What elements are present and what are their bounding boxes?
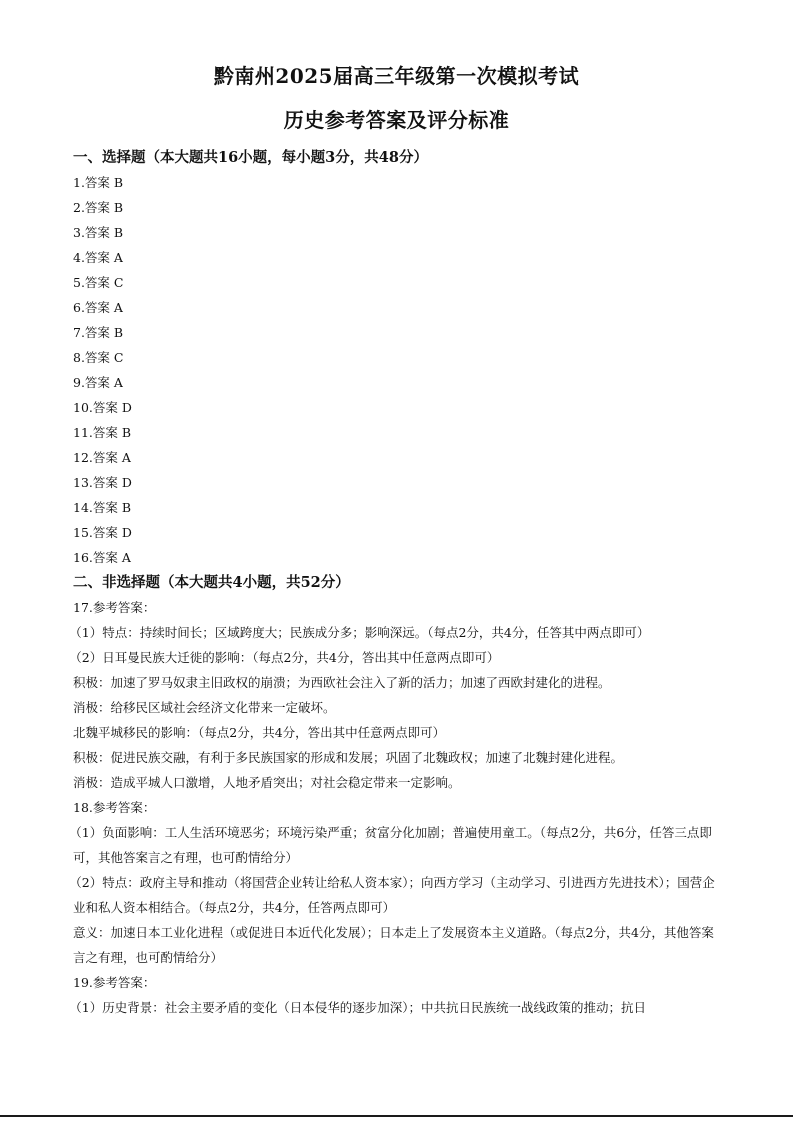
q18-part1: （1）负面影响：工人生活环境恶劣；环境污染严重；贫富分化加剧；普遍使用童工。（每点2分，共6分，任答三点即可，其他答案言之有理，也可酌情给分） xyxy=(69,825,712,865)
choice-answer-list xyxy=(73,170,723,570)
list-item: 14.答案 B xyxy=(73,500,132,515)
list-item: 12.答案 A xyxy=(73,450,131,465)
q17-pingcheng-heading: 北魏平城移民的影响：（每点2分，共4分，答出其中任意两点即可） xyxy=(73,725,446,740)
q18-part2: （2）特点：政府主导和推动（将国营企业转让给私人资本家）；向西方学习（主动学习、引进西方先进技术）；国营企业和私人资本相结合。（每点2分，共4分，任答两点即可） xyxy=(69,875,715,915)
document-body xyxy=(69,145,723,1020)
list-item: 8.答案 C xyxy=(73,350,124,365)
q19-part1: （1）历史背景：社会主要矛盾的变化（日本侵华的逐步加深）；中共抗日民族统一战线政策的推动；抗日 xyxy=(69,1000,646,1015)
list-item: 11.答案 B xyxy=(73,425,132,440)
list-item: 1.答案 B xyxy=(73,175,124,190)
page-bottom-divider xyxy=(0,1115,793,1117)
list-item: 7.答案 B xyxy=(73,325,124,340)
q17-positive-germanic: 积极：加速了罗马奴隶主旧政权的崩溃；为西欧社会注入了新的活力；加速了西欧封建化的进程。 xyxy=(73,675,611,690)
list-item: 5.答案 C xyxy=(73,275,124,290)
list-item: 9.答案 A xyxy=(73,375,123,390)
list-item: 3.答案 B xyxy=(73,225,124,240)
q17-negative-germanic: 消极：给移民区域社会经济文化带来一定破坏。 xyxy=(73,700,336,715)
list-item: 4.答案 A xyxy=(73,250,123,265)
exam-subtitle: 历史参考答案及评分标准 xyxy=(283,108,510,132)
list-item: 6.答案 A xyxy=(73,300,123,315)
q17-label: 17.参考答案： xyxy=(73,600,156,615)
q17-part1: （1）特点：持续时间长；区域跨度大；民族成分多；影响深远。（每点2分，共4分，任答其中两点即可） xyxy=(69,625,650,640)
list-item: 10.答案 D xyxy=(73,400,132,415)
q18-significance: 意义：加速日本工业化进程（或促进日本近代化发展）；日本走上了发展资本主义道路。（每点2分，共4分，其他答案言之有理，也可酌情给分） xyxy=(73,925,714,965)
q17-part2: （2）日耳曼民族大迁徙的影响：（每点2分，共4分，答出其中任意两点即可） xyxy=(69,650,500,665)
section2-heading: 二、非选择题（本大题共4小题，共52分） xyxy=(73,574,350,591)
list-item: 13.答案 D xyxy=(73,475,132,490)
section1-heading: 一、选择题（本大题共16小题，每小题3分，共48分） xyxy=(73,149,428,166)
essay-answer-block xyxy=(69,595,723,1020)
list-item: 16.答案 A xyxy=(73,550,131,565)
q17-negative-pingcheng: 消极：造成平城人口激增，人地矛盾突出；对社会稳定带来一定影响。 xyxy=(73,775,461,790)
list-item: 15.答案 D xyxy=(73,525,132,540)
q19-label: 19.参考答案： xyxy=(73,975,156,990)
q18-label: 18.参考答案： xyxy=(73,800,156,815)
exam-title: 黔南州2025届高三年级第一次模拟考试 xyxy=(213,64,580,88)
list-item: 2.答案 B xyxy=(73,200,124,215)
q17-positive-pingcheng: 积极：促进民族交融，有利于多民族国家的形成和发展；巩固了北魏政权；加速了北魏封建化进程。 xyxy=(73,750,624,765)
